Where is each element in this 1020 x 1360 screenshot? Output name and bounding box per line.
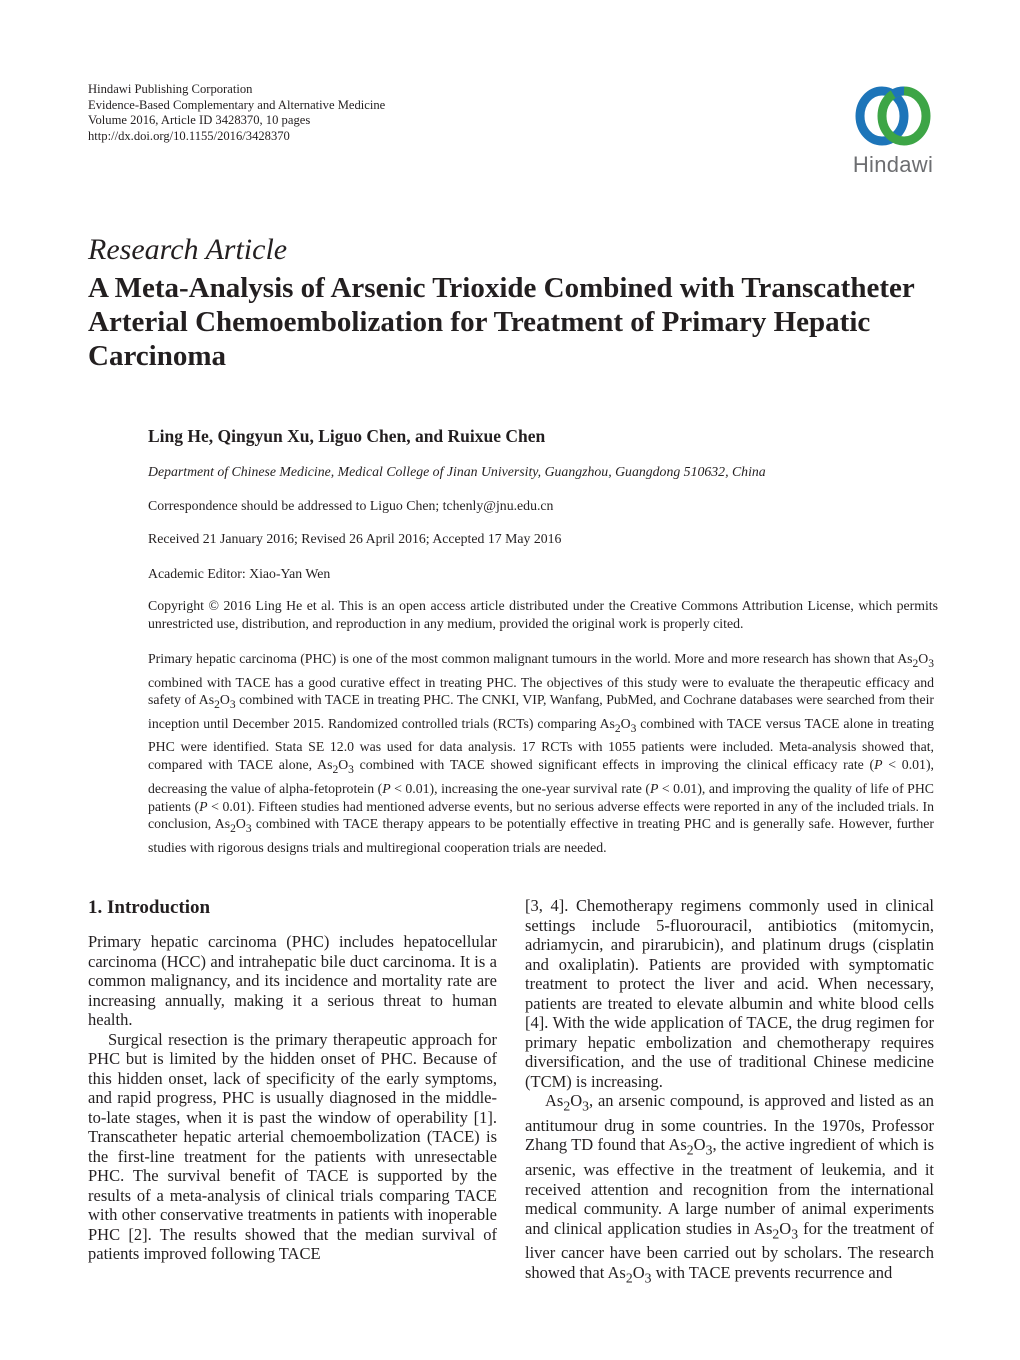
formula-as2o3: $As_2O_3$	[198, 692, 236, 712]
body-column-right	[525, 896, 934, 1288]
formula-as2o3: $As_2O_3$	[754, 1218, 799, 1241]
authors: Ling He, Qingyun Xu, Liguo Chen, and Ruixue Chen	[148, 426, 546, 446]
paragraph: $As_2O_3$, an arsenic compound, is approved and listed as an antitumour drug in some countries. In the 1970s, Professor Zhang TD found that $As_2O_3$, the active ingredient of which is arsenic, was effective in the treatment of leukemia, and it received attention and recognition from the international medical community. A large number of animal experiments and clinical application studies in $As_2O_3$ for the treatment of liver cancer have been carried out by scholars. The research showed that $As_2O_3$ with TACE prevents recurrence and	[525, 1091, 934, 1286]
copyright-notice: Copyright © 2016 Ling He et al. This is an open access article distributed under the Creative Commons Attribution License, which permits unrestricted use, distribution, and reproduction in any medium, provided the original work is properly cited.	[148, 598, 938, 631]
formula-as2o3: $As_2O_3$	[545, 1091, 590, 1114]
correspondence: Correspondence should be addressed to Liguo Chen; tchenly@jnu.edu.cn	[148, 498, 554, 513]
journal-info	[88, 82, 385, 144]
affiliation: Department of Chinese Medicine, Medical College of Jinan University, Guangzhou, Guangdong 510632, China	[148, 464, 766, 479]
formula-as2o3: $As_2O_3$	[607, 1262, 652, 1286]
academic-editor: Academic Editor: Xiao-Yan Wen	[148, 566, 331, 581]
publisher: Hindawi Publishing Corporation	[88, 82, 253, 96]
journal-name: Evidence-Based Complementary and Alternative Medicine	[88, 97, 386, 112]
formula-as2o3: $As_2O_3$	[897, 651, 934, 670]
formula-as2o3: $As_2O_3$	[317, 757, 354, 776]
paragraph: [3, 4]. Chemotherapy regimens commonly used in clinical settings include 5-fluorouracil, antibiotics (mitomycin, adriamycin, and pirarubicin), and platinum drugs (cisplatin and oxaliplatin). Patients are provided with symptomatic treatment to protect the liver and acid. When necessary, patients are treated to elevate albumin and white blood cells [4]. With the wide application of TACE, the drug regimen for primary hepatic embolization and chemotherapy requires diversification, and the use of traditional Chinese medicine (TCM) is increasing.	[525, 896, 934, 1091]
section-heading-introduction: 1. Introduction	[88, 897, 211, 918]
hindawi-logo-text: Hindawi	[852, 152, 934, 177]
paragraph: Primary hepatic carcinoma (PHC) includes hepatocellular carcinoma (HCC) and intrahepatic bile duct carcinoma. It is a common malignancy, and its incidence and mortality rate are increasing annually, making it a serious threat to human health.	[88, 932, 497, 1029]
article-type: Research Article	[88, 233, 288, 266]
doi-link[interactable]: http://dx.doi.org/10.1155/2016/3428370	[88, 128, 290, 143]
article-title: A Meta-Analysis of Arsenic Trioxide Combined with Transcatheter Arterial Chemoembolization for Treatment of Primary Hepatic Carcinoma	[88, 272, 915, 372]
volume-info: Volume 2016, Article ID 3428370, 10 pages	[88, 113, 311, 127]
formula-as2o3: $As_2O_3$	[668, 1135, 713, 1158]
article-history: Received 21 January 2016; Revised 26 April 2016; Accepted 17 May 2016	[148, 531, 562, 546]
paragraph: Surgical resection is the primary therapeutic approach for PHC but is limited by the hidden onset of PHC. Because of this hidden onset, lack of specificity of the early symptoms, and rapid progress, PHC is usually diagnosed in the middle-to-late stages, when it is past the window of operability [1]. Transcatheter hepatic arterial chemoembolization (TACE) is the first-line treatment for the patients with unresectable PHC. The survival benefit of TACE is supported by the results of a meta-analysis of clinical trials comparing TACE with other conservative treatments in patients with inoperable PHC [2]. The results showed that the median survival of patients improved following TACE	[88, 1029, 497, 1263]
formula-as2o3: $As_2O_3$	[214, 816, 252, 836]
formula-as2o3: $As_2O_3$	[599, 715, 637, 735]
abstract: Primary hepatic carcinoma (PHC) is one of the most common malignant tumours in the world. More and more research has shown that $As_2O_3$ combined with TACE has a good curative effect in treating PHC. The objectives of this study were to evaluate the therapeutic efficacy and safety of $As_2O_3$ combined with TACE in treating PHC. The CNKI, VIP, Wanfang, PubMed, and Cochrane databases were searched from their inception until December 2015. Randomized controlled trials (RCTs) comparing $As_2O_3$ combined with TACE versus TACE alone in treating PHC were identified. Stata SE 12.0 was used for data analysis. 17 RCTs with 1055 patients were included. Meta-analysis showed that, compared with TACE alone, $As_2O_3$ combined with TACE showed significant effects in improving the clinical efficacy rate (P < 0.01), decreasing the value of alpha-fetoprotein (P < 0.01), increasing the one-year survival rate (P < 0.01), and improving the quality of life of PHC patients (P < 0.01). Fifteen studies had mentioned adverse events, but no serious adverse effects were reported in any of the included trials. In conclusion, $As_2O_3$ combined with TACE therapy appears to be potentially effective in treating PHC and is generally safe. However, further studies with rigorous designs trials and multiregional cooperation trials are needed.	[148, 651, 935, 855]
body-column-left	[88, 896, 497, 1264]
